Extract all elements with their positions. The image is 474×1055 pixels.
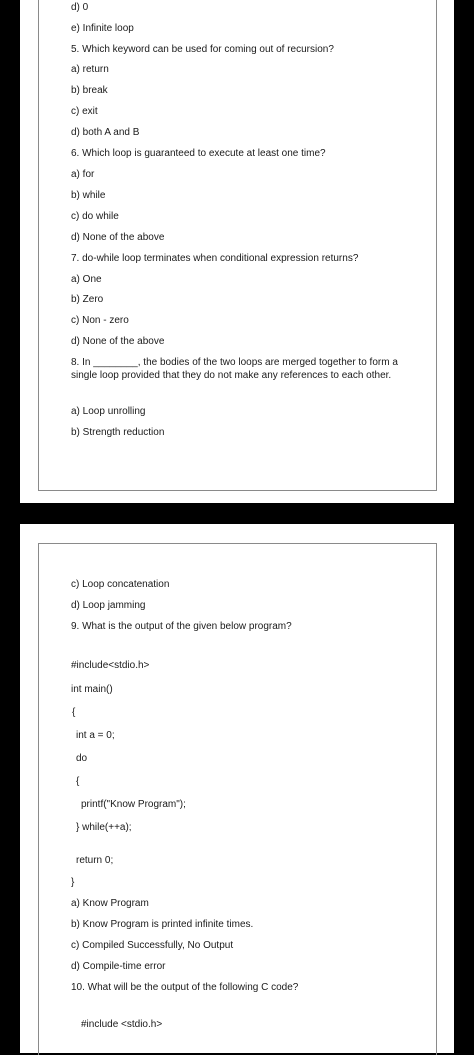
document-page-2 [20, 524, 454, 1053]
option-9b: b) Know Program is printed infinite times. [71, 919, 254, 930]
code-line-return: return 0; [76, 855, 114, 866]
code-line-printf: printf("Know Program"); [81, 799, 186, 810]
option-6a: a) for [71, 169, 95, 180]
code-line-open-brace: { [72, 707, 76, 718]
code-line-close-brace: } [71, 877, 75, 888]
option-7d: d) None of the above [71, 336, 165, 347]
document-page-1 [20, 0, 454, 503]
option-8b: b) Strength reduction [71, 427, 165, 438]
option-6b: b) while [71, 190, 106, 201]
option-8a: a) Loop unrolling [71, 406, 146, 417]
code-line-int-a: int a = 0; [76, 730, 115, 741]
option-4d: d) 0 [71, 2, 89, 13]
option-7b: b) Zero [71, 294, 104, 305]
option-8c: c) Loop concatenation [71, 579, 170, 590]
question-8: 8. In ________, the bodies of the two loops are merged together to form a single loop provided that they do not make any references to each other. [71, 357, 398, 381]
option-4e: e) Infinite loop [71, 23, 134, 34]
code-line-do: do [76, 753, 88, 764]
code-line-include: #include<stdio.h> [71, 660, 150, 671]
question-7: 7. do-while loop terminates when conditional expression returns? [71, 253, 359, 264]
question-6: 6. Which loop is guaranteed to execute at least one time? [71, 148, 326, 159]
code-line-do-brace: { [76, 776, 80, 787]
option-5b: b) break [71, 85, 108, 96]
code-line-include-2: #include <stdio.h> [81, 1019, 163, 1030]
option-9d: d) Compile-time error [71, 961, 166, 972]
option-9c: c) Compiled Successfully, No Output [71, 940, 234, 951]
option-6c: c) do while [71, 211, 119, 222]
option-9a: a) Know Program [71, 898, 149, 909]
option-5c: c) exit [71, 106, 98, 117]
question-9: 9. What is the output of the given below program? [71, 621, 292, 632]
option-6d: d) None of the above [71, 232, 165, 243]
code-line-while: } while(++a); [76, 822, 132, 833]
option-7a: a) One [71, 274, 102, 285]
option-5d: d) both A and B [71, 127, 140, 138]
option-7c: c) Non - zero [71, 315, 129, 326]
question-5: 5. Which keyword can be used for coming out of recursion? [71, 44, 334, 55]
option-5a: a) return [71, 64, 109, 75]
code-line-main: int main() [71, 684, 113, 695]
option-8d: d) Loop jamming [71, 600, 146, 611]
question-10: 10. What will be the output of the following C code? [71, 982, 299, 993]
